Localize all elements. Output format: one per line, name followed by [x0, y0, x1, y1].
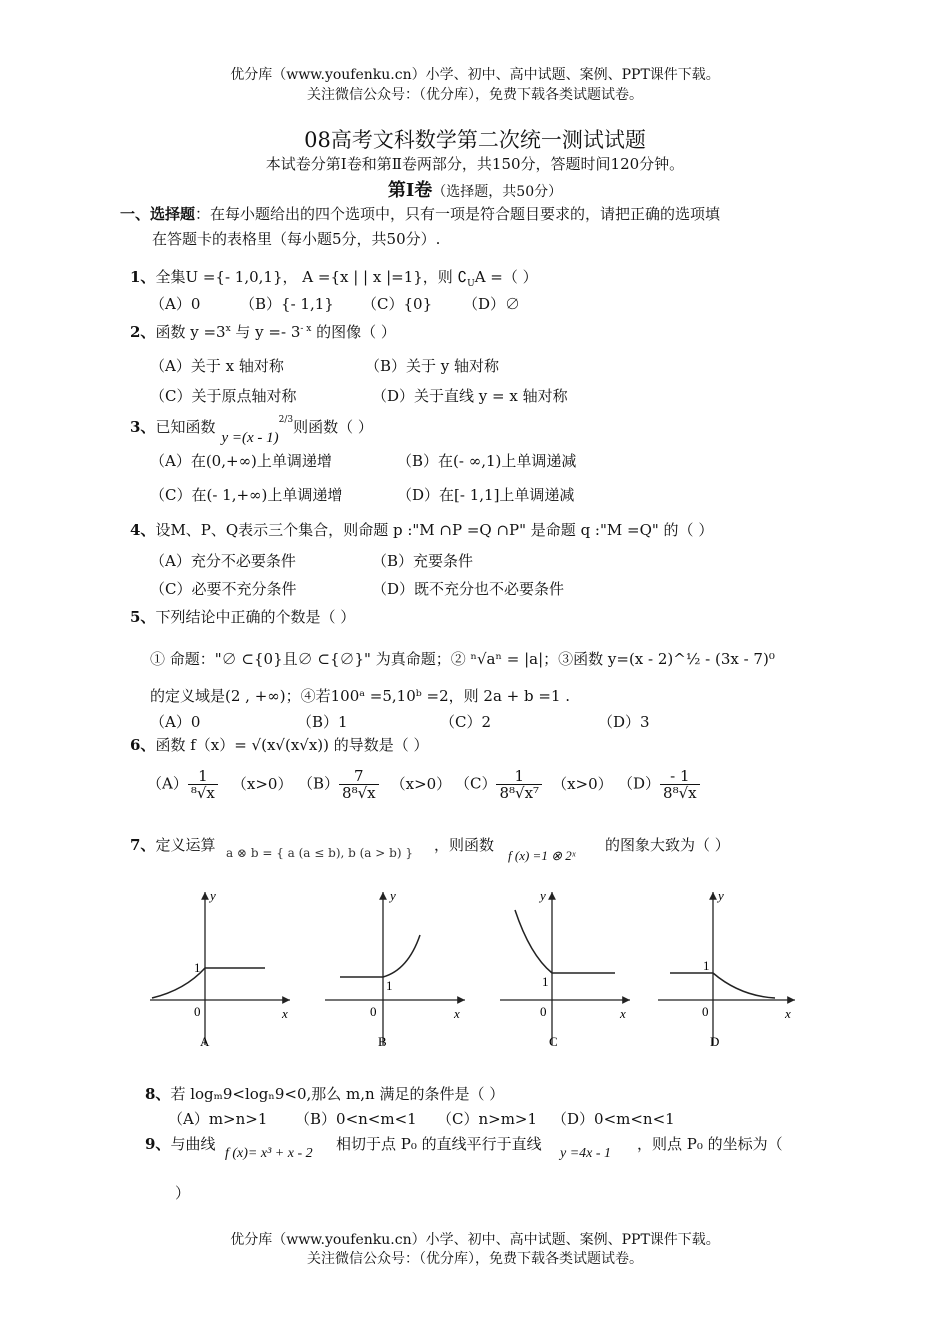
q5-option-a: （A）0 — [150, 713, 201, 731]
q3-func: y =(x - 1) — [221, 430, 279, 446]
q7-graphs — [140, 880, 810, 1060]
q4-option-c: （C）必要不充分条件 — [150, 580, 297, 598]
graph-c-curve — [515, 910, 552, 973]
graph-b — [325, 888, 465, 1049]
graph-a-y-label: y — [210, 888, 216, 903]
graph-b-x-label: x — [454, 1006, 460, 1021]
q3-tail: 则函数（ ） — [293, 418, 373, 436]
q8-option-b: （B）0<n<m<1 — [295, 1110, 417, 1128]
graph-d-origin: 0 — [702, 1004, 709, 1019]
q3-number: 3、 — [130, 418, 156, 436]
q4-option-b: （B）充要条件 — [372, 552, 474, 570]
q6-d-fraction — [660, 768, 700, 801]
graph-b-y-label: y — [390, 888, 396, 903]
graph-a-one: 1 — [194, 960, 201, 975]
q3-stem: 已知函数 — [155, 418, 216, 436]
graph-a — [150, 888, 290, 1049]
q9-function-2: y =4x - 1 — [560, 1146, 612, 1161]
q9-stem-3: ，则点 P₀ 的坐标为（ — [637, 1135, 783, 1153]
question-4 — [130, 519, 713, 540]
q2-option-d: （D）关于直线 y = x 轴对称 — [372, 387, 568, 405]
q5-option-b: （B）1 — [297, 713, 348, 731]
q1-number: 1、 — [130, 268, 156, 286]
graph-b-curve — [383, 935, 420, 977]
q6-option-c — [455, 768, 613, 801]
q5-option-c: （C）2 — [440, 713, 492, 731]
footer-line-1: 优分库（www.youfenku.cn）小学、初中、高中试题、案例、PPT课件下载。 — [230, 1232, 720, 1248]
q1-sub: U — [467, 279, 475, 289]
q8-option-d: （D）0<m<n<1 — [552, 1110, 675, 1128]
page-title: 08高考文科数学第二次统一测试试题 — [304, 128, 646, 152]
q5-statement-2: 的定义域是(2 , +∞)；④若100ᵃ =5,10ᵇ =2，则 2a + b =1 . — [150, 687, 571, 705]
graph-c-one: 1 — [542, 974, 549, 989]
q2-option-b: （B）关于 y 轴对称 — [365, 357, 500, 375]
q6-c-condition: （x>0） — [552, 774, 613, 793]
section-text-2: 在答题卡的表格里（每小题5分，共50分）. — [152, 230, 441, 248]
q4-stem: 设M、P、Q表示三个集合，则命题 p :"M ∩P =Q ∩P" 是命题 q :"M =Q" 的（ ） — [155, 521, 714, 539]
part-label: 第Ⅰ卷 — [387, 180, 433, 201]
q1-option-d: （D）∅ — [463, 295, 521, 313]
q4-option-a: （A）充分不必要条件 — [150, 552, 296, 570]
q2-option-c: （C）关于原点轴对称 — [150, 387, 297, 405]
q8-number: 8、 — [145, 1085, 171, 1103]
q6-d-label: （D） — [618, 774, 661, 793]
graph-d — [658, 888, 795, 1049]
q2-number: 2、 — [130, 323, 156, 341]
q4-number: 4、 — [130, 521, 156, 539]
q3-option-d: （D）在[- 1,1]上单调递减 — [397, 486, 575, 504]
graph-d-curve — [713, 973, 775, 998]
q7-mid: ，则函数 — [434, 836, 495, 854]
q9-close: ） — [175, 1184, 191, 1202]
q5-option-d: （D）3 — [598, 713, 650, 731]
q6-option-a — [147, 768, 292, 801]
q6-a-label: （A） — [147, 774, 188, 793]
section-label: 选择题 — [150, 205, 196, 223]
q9-stem-1: 与曲线 — [170, 1135, 216, 1153]
subtitle: 本试卷分第Ⅰ卷和第Ⅱ卷两部分，共150分，答题时间120分钟。 — [265, 155, 685, 173]
q6-c-fraction — [496, 768, 542, 801]
q9-number: 9、 — [145, 1135, 171, 1153]
graph-d-x-label: x — [785, 1006, 791, 1021]
question-7 — [130, 834, 215, 855]
q2-stem: 函数 y =3 — [155, 323, 226, 341]
q6-b-denominator: 8⁸√x — [342, 784, 376, 802]
graph-c-x-label: x — [620, 1006, 626, 1021]
q6-a-numerator: 1 — [188, 768, 218, 785]
q6-b-condition: （x>0） — [390, 774, 452, 793]
q2-option-a: （A）关于 x 轴对称 — [150, 357, 284, 375]
q6-a-denominator: ⁸√x — [190, 784, 215, 802]
q6-c-label: （C） — [455, 774, 497, 793]
graph-a-x-label: x — [282, 1006, 288, 1021]
q2-exp-2: - x — [300, 324, 312, 334]
question-6 — [130, 734, 429, 755]
graph-c-y-label: y — [540, 888, 546, 903]
graph-b-one: 1 — [386, 978, 393, 993]
footer-line-2: 关注微信公众号：（优分库），免费下载各类试题试卷。 — [307, 1251, 643, 1267]
graph-d-caption: D — [710, 1034, 720, 1049]
graph-d-y-label: y — [718, 888, 724, 903]
q6-option-d — [618, 768, 700, 801]
q8-stem: 若 logₘ9<logₙ9<0,那么 m,n 满足的条件是（ ） — [170, 1085, 505, 1103]
q7-tail: 的图象大致为（ ） — [605, 836, 730, 854]
q6-option-b — [298, 768, 451, 801]
part-note: （选择题，共50分） — [432, 184, 563, 200]
q3-option-b: （B）在(- ∞,1)上单调递减 — [397, 452, 577, 470]
q4-option-d: （D）既不充分也不必要条件 — [372, 580, 565, 598]
question-1 — [130, 266, 538, 289]
question-9 — [145, 1133, 215, 1154]
q6-d-numerator: - 1 — [660, 768, 700, 785]
question-2 — [130, 321, 396, 342]
q1-option-a: （A）0 — [150, 295, 201, 313]
q6-b-fraction — [339, 768, 379, 801]
header-line-2: 关注微信公众号：（优分库），免费下载各类试题试卷。 — [307, 87, 643, 103]
q7-stem: 定义运算 — [155, 836, 216, 854]
q6-c-numerator: 1 — [496, 768, 542, 785]
q5-statement-1: ① 命题："∅ ⊂{0}且∅ ⊂{∅}" 为真命题；② ⁿ√aⁿ = |a|；③函数 y=(x - 2)^½ - (3x - 7)⁰ — [150, 650, 775, 668]
q9-function-1: f (x)= x³ + x - 2 — [225, 1146, 313, 1161]
q8-option-c: （C）n>m>1 — [437, 1110, 538, 1128]
q2-tail: 的图像（ ） — [311, 323, 396, 341]
q8-option-a: （A）m>n>1 — [168, 1110, 268, 1128]
q3-option-c: （C）在(- 1,+∞)上单调递增 — [150, 486, 343, 504]
q1-option-c: （C）{0} — [362, 295, 433, 313]
graph-b-caption: B — [378, 1034, 387, 1049]
question-5 — [130, 606, 355, 627]
q7-function: f (x) =1 ⊗ 2ˣ — [508, 848, 576, 863]
q6-number: 6、 — [130, 736, 156, 754]
q6-b-numerator: 7 — [339, 768, 379, 785]
question-3 — [130, 415, 373, 446]
q6-a-condition: （x>0） — [231, 774, 293, 793]
graph-c-origin: 0 — [540, 1004, 547, 1019]
q6-b-label: （B） — [298, 774, 340, 793]
graph-c — [500, 888, 630, 1049]
q2-exp-1: x — [225, 324, 231, 334]
graph-c-caption: C — [549, 1034, 558, 1049]
q6-d-denominator: 8⁸√x — [663, 784, 697, 802]
graph-d-one: 1 — [703, 958, 710, 973]
q7-operation: a ⊗ b = { a (a ≤ b), b (a > b) } — [226, 846, 413, 860]
graph-b-origin: 0 — [370, 1004, 377, 1019]
q5-stem: 下列结论中正确的个数是（ ） — [155, 608, 356, 626]
question-8 — [145, 1083, 504, 1104]
graph-a-caption: A — [200, 1034, 210, 1049]
section-intro — [120, 203, 720, 224]
part-heading — [0, 176, 950, 202]
section-text-1: ：在每小题给出的四个选项中，只有一项是符合题目要求的，请把正确的选项填 — [195, 205, 721, 223]
q5-number: 5、 — [130, 608, 156, 626]
header-line-1: 优分库（www.youfenku.cn）小学、初中、高中试题、案例、PPT课件下载。 — [230, 67, 720, 83]
q2-mid: 与 y =- 3 — [230, 323, 301, 341]
q7-number: 7、 — [130, 836, 156, 854]
q9-stem-2: 相切于点 P₀ 的直线平行于直线 — [336, 1135, 542, 1153]
q1-stem: 全集U ={- 1,0,1}， A ={x | | x |=1}，则 ∁ — [155, 268, 468, 286]
graph-a-origin: 0 — [194, 1004, 201, 1019]
q6-c-denominator: 8⁸√x⁷ — [499, 784, 540, 802]
q6-a-fraction — [188, 768, 218, 801]
section-number: 一、 — [120, 205, 151, 223]
q1-tail: A =（ ） — [474, 268, 538, 286]
q3-exp: 2/3 — [278, 415, 294, 425]
q3-option-a: （A）在(0,+∞)上单调递增 — [150, 452, 332, 470]
q1-option-b: （B）{- 1,1} — [240, 295, 334, 313]
q6-stem: 函数 f（x）= √(x√(x√x)) 的导数是（ ） — [155, 736, 429, 754]
